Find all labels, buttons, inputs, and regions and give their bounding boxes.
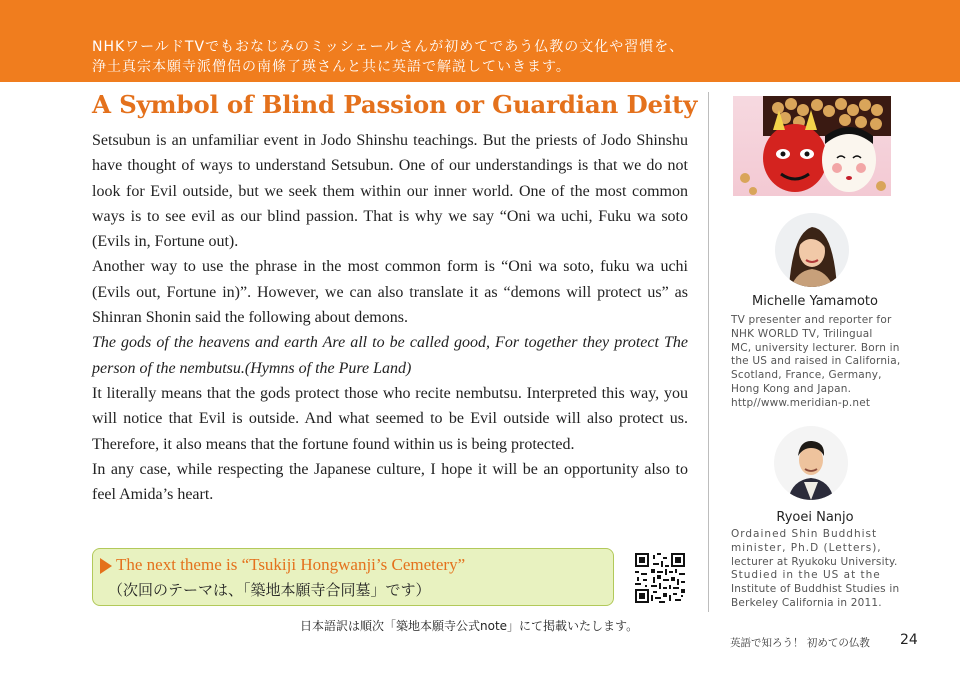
ryoei-avatar	[774, 426, 848, 500]
bio-line: Hong Kong and Japan.	[731, 382, 852, 395]
bio-line: Scotland, France, Germany,	[731, 369, 882, 382]
play-arrow-icon	[100, 558, 112, 574]
bio-line: TV presenter and reporter for	[731, 314, 892, 326]
translation-note: 日本語訳は順次「築地本願寺公式note」にて掲載いたします。	[300, 619, 639, 633]
qr-code-graphic	[635, 553, 685, 603]
paragraph-1: Setsubun is an unfamiliar event in Jodo Shinshu teachings. But the priests of Jodo Shinshu have thought of ways to understand Setsubun. One of our understandings is that we do not look for Evil outside, but we seek them within our inner world. One of the most common ways is to see evil as our blind passion. That is why we say “Oni wa uchi, Fuku wa soto (Evils in, Fortune out).	[92, 132, 688, 251]
bio-line: Ordained Shin Buddhist	[731, 528, 878, 540]
bio-line: the US and raised in California,	[731, 355, 901, 368]
article-body	[92, 128, 688, 507]
banner-intro-line-2: 浄土真宗本願寺派僧侶の南條了瑛さんと共に英語で解説していきます。	[92, 59, 571, 75]
footer-series-label: 英語で知ろう！ 初めての仏教	[730, 637, 870, 649]
column-divider	[708, 92, 709, 612]
ryoei-name: Ryoei Nanjo	[776, 510, 854, 525]
ryoei-portrait	[774, 426, 848, 500]
paragraph-3: It literally means that the gods protect those who recite nembutsu. Interpreted this way, you will notice that Evil is outside. And what seemed to be Evil outside will also protect us. Therefore, it also means that the fortune found within us is being protected.	[92, 384, 688, 453]
next-theme-japanese: （次回のテーマは、「築地本願寺合同墓」です）	[108, 581, 431, 599]
michelle-bio	[731, 314, 901, 411]
paragraph-4: In any case, while respecting the Japanese culture, I hope it will be an opportunity also to feel Amida’s heart.	[92, 460, 688, 504]
top-banner	[0, 0, 960, 82]
bio-line: lecturer at Ryukoku University.	[731, 555, 898, 568]
shinran-quote	[92, 330, 688, 381]
banner-intro-line-1: NHKワールドTVでもおなじみのミッシェールさんが初めてであう仏教の文化や習慣を、	[92, 39, 685, 55]
bio-line: Institute of Buddhist Studies in	[731, 583, 900, 596]
bio-line: Berkeley California in 2011.	[731, 596, 882, 609]
michelle-avatar	[775, 213, 849, 287]
article-title: A Symbol of Blind Passion or Guardian Deity	[92, 90, 698, 119]
qr-code-icon[interactable]	[635, 553, 685, 603]
quote-text: The gods of the heavens and earth Are all to be called good, For together they protect The person of the nembutsu.	[92, 334, 688, 377]
oni-mask-beans-photo	[733, 96, 891, 196]
bio-line: minister, Ph.D (Letters),	[731, 541, 882, 554]
ryoei-bio	[731, 528, 900, 611]
michelle-name: Michelle Yamamoto	[752, 294, 878, 309]
paragraph-2: Another way to use the phrase in the most common form is “Oni wa soto, fuku wa uchi (Evils out, Fortune in)”. However, we can also translate it as “demons will protect us” as Shinran Shonin said the following about demons.	[92, 258, 688, 327]
photo-illustration	[733, 96, 891, 196]
michelle-website-link[interactable]: http//www.meridian-p.net	[731, 396, 871, 409]
bio-line: Studied in the US at the	[731, 569, 881, 582]
next-theme-english: The next theme is “Tsukiji Hongwanji’s Cemetery”	[116, 555, 466, 574]
michelle-portrait	[775, 213, 849, 287]
quote-source: (Hymns of the Pure Land)	[244, 359, 412, 377]
page-number: 24	[900, 632, 918, 648]
bio-line: MC, university lecturer. Born in	[731, 341, 900, 354]
bio-line: NHK WORLD TV, Trilingual	[731, 327, 873, 340]
